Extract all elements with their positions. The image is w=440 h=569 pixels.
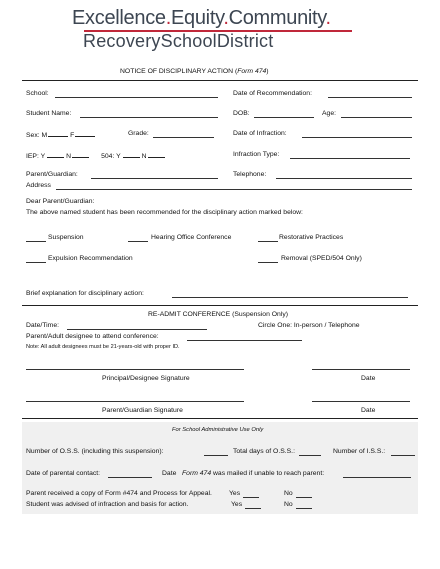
- iss-number-label: Number of I.S.S.:: [333, 448, 386, 455]
- school-field[interactable]: [55, 97, 218, 98]
- grade-label: Grade:: [128, 130, 149, 137]
- date-of-infraction-field[interactable]: [302, 137, 412, 138]
- sex-m-field[interactable]: [48, 130, 68, 137]
- restorative-label: Restorative Practices: [279, 234, 344, 241]
- address-label: Address: [26, 182, 51, 189]
- form-title: [120, 68, 269, 76]
- restorative-checkbox[interactable]: [258, 241, 278, 242]
- infraction-type-label: Infraction Type:: [233, 151, 280, 158]
- iep-n-field[interactable]: [72, 151, 89, 158]
- parent-guardian-label: Parent/Guardian:: [26, 171, 78, 178]
- advised-label: Student was advised of infraction and basis for action.: [26, 501, 189, 508]
- hearing-checkbox[interactable]: [128, 241, 148, 242]
- oss-number-label: Number of O.S.S. (including this suspension):: [26, 448, 164, 455]
- sex-f-label: F: [70, 132, 75, 139]
- principal-signature-field[interactable]: [26, 369, 244, 370]
- age-field[interactable]: [341, 117, 412, 118]
- address-field[interactable]: [56, 189, 412, 190]
- telephone-field[interactable]: [276, 178, 412, 179]
- title-rule: [22, 80, 418, 81]
- intro-text: The above named student has been recommended for the disciplinary action marked below:: [26, 209, 303, 216]
- logo-line-1: [72, 7, 331, 29]
- advised-yes-field[interactable]: [245, 508, 261, 509]
- mailed-date-field[interactable]: [343, 477, 411, 478]
- iep-y-label: IEP: Y: [26, 153, 46, 160]
- designee-field[interactable]: [187, 340, 302, 341]
- advised-no-label: No: [284, 501, 293, 508]
- logo-line-2: RecoverySchoolDistrict: [83, 31, 274, 51]
- logo-dot-1: .: [165, 7, 171, 29]
- logo-dot-3: .: [325, 7, 331, 29]
- hearing-label: Hearing Office Conference: [151, 234, 232, 241]
- parent-guardian-field[interactable]: [91, 178, 218, 179]
- iep-n-label: N: [66, 153, 72, 160]
- copy-received-label: Parent received a copy of Form #474 and Process for Appeal.: [26, 490, 212, 497]
- sex-m-label: Sex: M: [26, 132, 48, 139]
- parent-date-field[interactable]: [312, 401, 410, 402]
- oss-total-field[interactable]: [299, 455, 321, 456]
- school-label: School:: [26, 90, 49, 97]
- mailed-text: [162, 470, 324, 478]
- readmit-rule: [22, 305, 418, 306]
- dob-field[interactable]: [254, 117, 314, 118]
- advised-yes-label: Yes: [231, 501, 243, 508]
- form-title-prefix: NOTICE OF DISCIPLINARY ACTION (: [120, 68, 238, 75]
- copy-yes-label: Yes: [229, 490, 241, 497]
- student-name-field[interactable]: [80, 117, 218, 118]
- dob-label: DOB:: [233, 110, 250, 117]
- contact-date-field[interactable]: [108, 477, 152, 478]
- admin-heading: For School Administrative Use Only: [172, 427, 264, 433]
- admin-rule: [22, 418, 418, 419]
- copy-no-label: No: [284, 490, 293, 497]
- 504-y-field[interactable]: [123, 151, 140, 158]
- logo-word-excellence: Excellence: [72, 7, 166, 29]
- logo-word-equity: Equity: [171, 7, 224, 29]
- sex-label: [26, 130, 95, 140]
- 504-y-label: 504: Y: [101, 153, 121, 160]
- 504-n-field[interactable]: [148, 151, 165, 158]
- parent-signature-label: Parent/Guardian Signature: [102, 407, 183, 414]
- contact-date-label: Date of parental contact:: [26, 470, 101, 477]
- oss-number-field[interactable]: [204, 455, 228, 456]
- salutation: Dear Parent/Guardian:: [26, 198, 95, 205]
- iep-504-row: [26, 151, 165, 161]
- principal-date-field[interactable]: [312, 369, 410, 370]
- date-of-recommendation-label: Date of Recommendation:: [233, 90, 312, 97]
- brief-label: Brief explanation for disciplinary action:: [26, 290, 144, 297]
- brief-field[interactable]: [172, 297, 408, 298]
- designee-label: Parent/Adult designee to attend conference:: [26, 333, 159, 340]
- datetime-field[interactable]: [67, 329, 207, 330]
- telephone-label: Telephone:: [233, 171, 267, 178]
- iss-number-field[interactable]: [391, 455, 415, 456]
- parent-date-label: Date: [361, 407, 376, 414]
- copy-no-field[interactable]: [296, 497, 312, 498]
- student-name-label: Student Name:: [26, 110, 72, 117]
- form-title-number: Form 474: [237, 68, 267, 75]
- datetime-label: Date/Time:: [26, 322, 59, 329]
- parent-signature-field[interactable]: [26, 401, 244, 402]
- logo-dot-2: .: [223, 7, 229, 29]
- date-of-infraction-label: Date of Infraction:: [233, 130, 287, 137]
- removal-label: Removal (SPED/504 Only): [281, 255, 362, 262]
- principal-signature-label: Principal/Designee Signature: [102, 375, 190, 382]
- copy-yes-field[interactable]: [243, 497, 259, 498]
- mailed-rest: was mailed if unable to reach parent:: [213, 470, 325, 477]
- 504-n-label: N: [141, 153, 147, 160]
- sex-f-field[interactable]: [75, 130, 95, 137]
- principal-date-label: Date: [361, 375, 376, 382]
- expulsion-label: Expulsion Recommendation: [48, 255, 133, 262]
- suspension-checkbox[interactable]: [26, 241, 46, 242]
- logo-word-community: Community: [228, 7, 326, 29]
- readmit-heading: RE-ADMIT CONFERENCE (Suspension Only): [148, 311, 288, 318]
- advised-no-field[interactable]: [296, 508, 312, 509]
- date-of-recommendation-field[interactable]: [328, 97, 412, 98]
- designee-note: Note: All adult designees must be 21-years-old with proper ID.: [26, 344, 180, 350]
- iep-y-field[interactable]: [47, 151, 64, 158]
- circle-one[interactable]: Circle One: In-person / Telephone: [258, 322, 360, 329]
- infraction-type-field[interactable]: [290, 158, 410, 159]
- mailed-date-word: Date: [162, 470, 177, 477]
- expulsion-checkbox[interactable]: [26, 262, 46, 263]
- mailed-form-number: Form 474: [182, 470, 212, 477]
- suspension-label: Suspension: [48, 234, 84, 241]
- removal-checkbox[interactable]: [258, 262, 278, 263]
- grade-field[interactable]: [153, 137, 214, 138]
- age-label: Age:: [322, 110, 336, 117]
- form-title-suffix: ): [266, 68, 269, 75]
- oss-total-label: Total days of O.S.S.:: [233, 448, 295, 455]
